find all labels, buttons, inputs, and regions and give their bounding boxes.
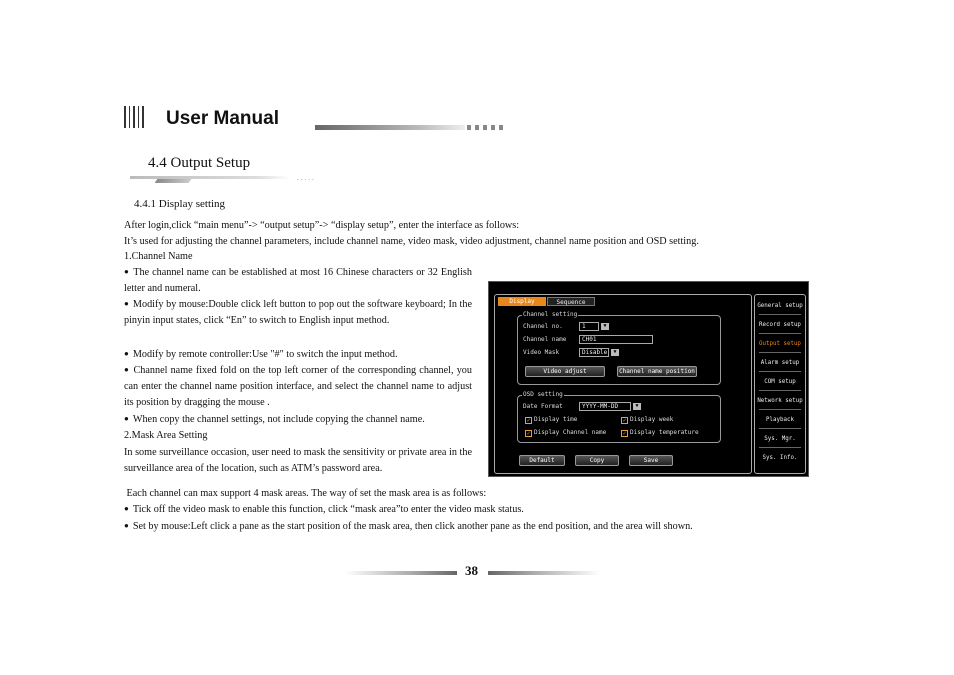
channel-bullet-4: ● Channel name fixed fold on the top left corner of the corresponding channel, you can enter the channel name position interface, and select the channel name to adjust its position by dragging the mouse . [124, 363, 472, 412]
intro-line-1: After login,click “main menu”-> “output setup”-> “display setup”, enter the interface as follows: [124, 220, 520, 231]
mask-text: In some surveillance occasion, user need to mask the sensitivity or private area in the surveillance area of the location, such as ATM’s password area. [124, 447, 472, 475]
menu-sys-mgr[interactable]: Sys. Mgr. [764, 436, 796, 442]
display-time-checkbox[interactable]: ✓ [526, 417, 531, 424]
display-week-checkbox[interactable]: ✓ [622, 417, 627, 424]
display-channel-name-checkbox[interactable]: ✓ [526, 430, 531, 437]
date-format-dropdown-icon[interactable]: ▼ [633, 403, 641, 410]
mask-bullet-1: ● Tick off the video mask to enable this function, click “mask area”to enter the video mask status. [124, 502, 804, 518]
channel-no-field[interactable]: 1 [579, 322, 599, 331]
menu-separator [759, 447, 801, 448]
page-number-rule-right [488, 571, 600, 575]
menu-network-setup[interactable]: Network setup [757, 398, 803, 404]
channel-bullet-5: ● When copy the channel settings, not include copying the channel name. [124, 412, 472, 428]
channel-no-dropdown-icon[interactable]: ▼ [601, 323, 609, 330]
display-time-label: Display time [534, 416, 578, 423]
display-week-label: Display week [630, 416, 674, 423]
manual-title: User Manual [166, 108, 279, 129]
save-button[interactable]: Save [629, 455, 673, 466]
tab-display[interactable]: Display [498, 297, 546, 306]
video-mask-field[interactable]: Disable [579, 348, 609, 357]
channel-bullet-3: ● Modify by remote controller:Use "#" to switch the input method. [124, 347, 472, 363]
dvr-side-menu [754, 294, 806, 474]
display-temperature-label: Display temperature [630, 429, 699, 436]
osd-setting-title: OSD setting [523, 391, 563, 398]
default-button[interactable]: Default [519, 455, 565, 466]
section-dots: ..... [297, 174, 316, 182]
menu-com-setup[interactable]: COM setup [764, 379, 796, 385]
mask-heading: 2.Mask Area Setting [124, 430, 208, 441]
menu-separator [759, 371, 801, 372]
channel-name-heading: 1.Channel Name [124, 251, 193, 262]
date-format-field[interactable]: YYYY-MM-DD [579, 402, 631, 411]
title-squares [467, 125, 503, 130]
channel-name-label: Channel name [523, 336, 567, 343]
video-mask-dropdown-icon[interactable]: ▼ [611, 349, 619, 356]
menu-playback[interactable]: Playback [766, 417, 794, 423]
channel-bullet-1: ● The channel name can be established at most 16 Chinese characters or 32 English letter and numeral. [124, 265, 472, 297]
menu-separator [759, 352, 801, 353]
menu-alarm-setup[interactable]: Alarm setup [760, 360, 800, 366]
dvr-main-panel [494, 294, 752, 474]
menu-output-setup[interactable]: Output setup [759, 341, 801, 347]
section-rule [130, 176, 300, 183]
tab-sequence[interactable]: Sequence [547, 297, 595, 306]
page-number: 38 [465, 563, 478, 578]
menu-separator [759, 409, 801, 410]
menu-separator [759, 333, 801, 334]
title-rule [315, 125, 465, 130]
channel-name-field[interactable]: CH01 [579, 335, 653, 344]
menu-general-setup[interactable]: General setup [757, 303, 803, 309]
copy-button[interactable]: Copy [575, 455, 619, 466]
page-number-rule-left [345, 571, 457, 575]
channel-name-position-button[interactable]: Channel name position [617, 366, 697, 377]
intro-line-2: It’s used for adjusting the channel parameters, include channel name, video mask, video adjustment, channel name position and OSD setting. [124, 236, 699, 247]
dvr-display-setup-screenshot [488, 281, 809, 477]
section-title: 4.4 Output Setup [148, 155, 251, 171]
display-temperature-checkbox[interactable]: ✓ [622, 430, 627, 437]
menu-separator [759, 390, 801, 391]
menu-separator [759, 428, 801, 429]
channel-setting-title: Channel setting [523, 311, 578, 318]
date-format-label: Date Format [523, 403, 563, 410]
menu-separator [759, 314, 801, 315]
mask-bullet-2: ● Set by mouse:Left click a pane as the start position of the mask area, then click another pane as the end position, and the area will shown. [124, 519, 804, 535]
video-adjust-button[interactable]: Video adjust [525, 366, 605, 377]
channel-bullet-2: ● Modify by mouse:Double click left button to pop out the software keyboard; In the pinyin input states, click “En” to switch to English input method. [124, 297, 472, 329]
channel-no-label: Channel no. [523, 323, 563, 330]
display-channel-name-label: Display Channel name [534, 429, 607, 436]
header-bars-icon [124, 106, 144, 128]
subsection-title: 4.4.1 Display setting [134, 198, 226, 210]
mask-after: Each channel can max support 4 mask areas. The way of set the mask area is as follows: [124, 488, 487, 499]
video-mask-label: Video Mask [523, 349, 560, 356]
menu-sys-info[interactable]: Sys. Info. [762, 455, 798, 461]
menu-record-setup[interactable]: Record setup [759, 322, 801, 328]
